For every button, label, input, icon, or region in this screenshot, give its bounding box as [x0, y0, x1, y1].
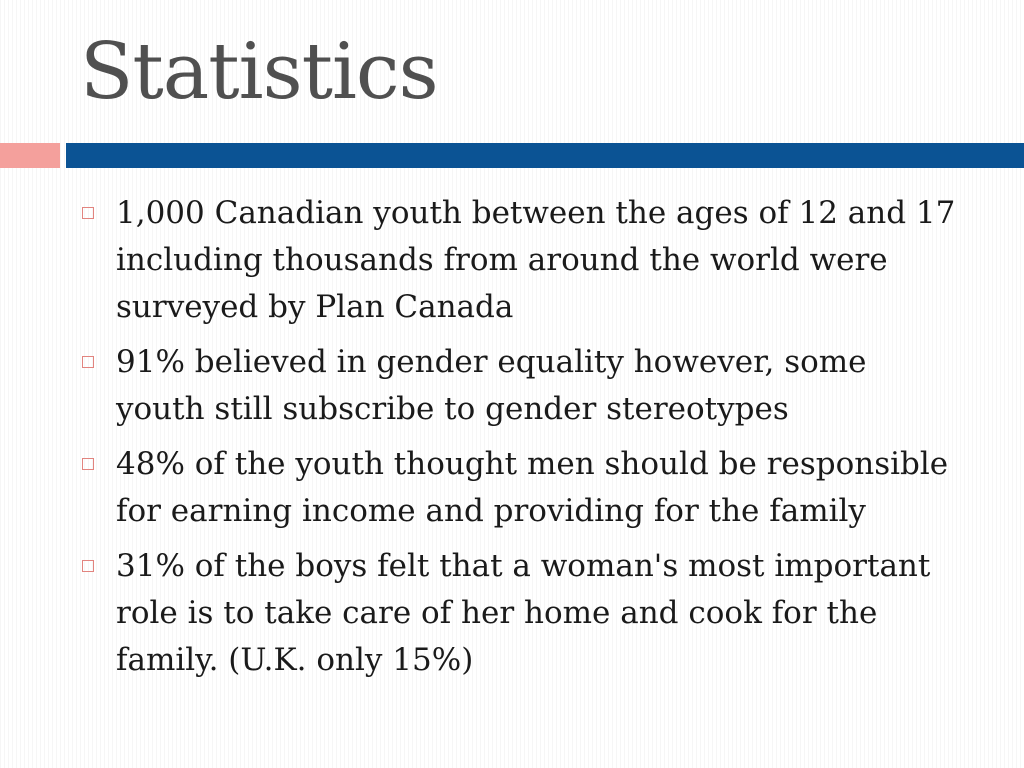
bullet-text: 31% of the boys felt that a woman's most important role is to take care of her home and cook for the family. (U.K. only 15%): [116, 548, 931, 678]
bullet-list: [80, 190, 960, 692]
bullet-text: 48% of the youth thought men should be responsible for earning income and providing for the family: [116, 446, 949, 529]
hollow-square-bullet-icon: [82, 207, 94, 219]
accent-bar-right: [66, 143, 1024, 168]
bullet-item: [80, 190, 960, 331]
accent-bar-left: [0, 143, 60, 168]
slide-title: Statistics: [80, 27, 438, 117]
bullet-text: 91% believed in gender equality however, some youth still subscribe to gender stereotypes: [116, 344, 867, 427]
bullet-item: [80, 339, 960, 433]
hollow-square-bullet-icon: [82, 356, 94, 368]
bullet-item: [80, 543, 960, 684]
bullet-item: [80, 441, 960, 535]
hollow-square-bullet-icon: [82, 458, 94, 470]
bullet-text: 1,000 Canadian youth between the ages of 12 and 17 including thousands from around the world were surveyed by Plan Canada: [116, 195, 956, 325]
hollow-square-bullet-icon: [82, 560, 94, 572]
